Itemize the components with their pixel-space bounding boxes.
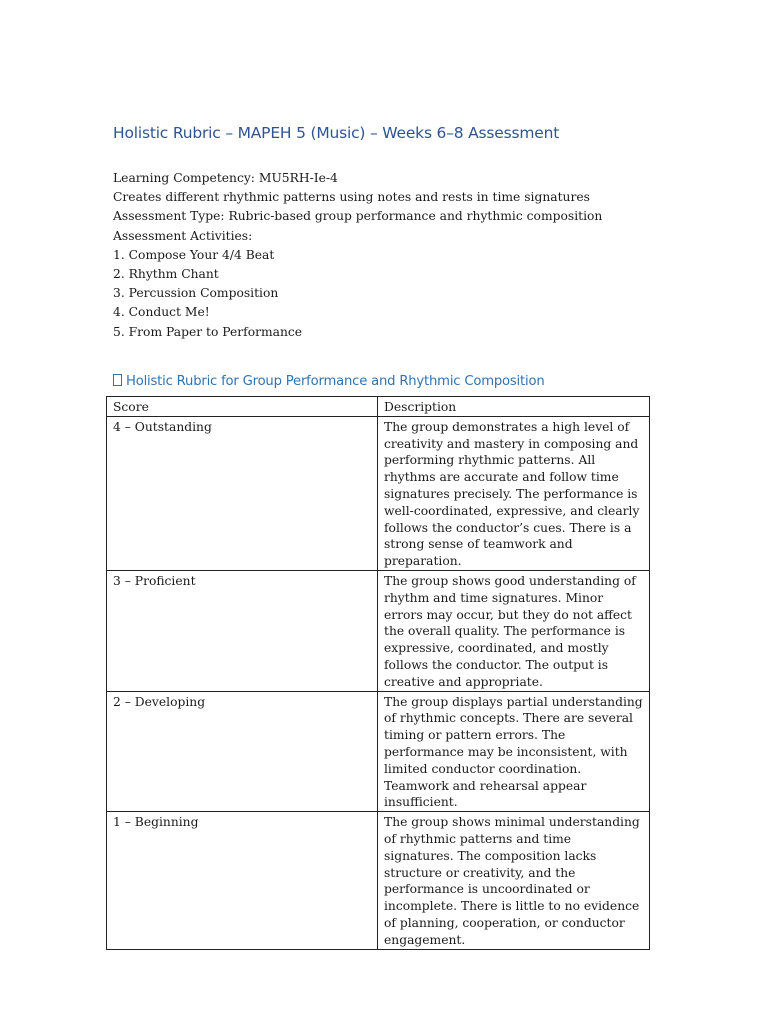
learning-competency: Learning Competency: MU5RH-Ie-4: [113, 171, 338, 185]
score-cell: 1 – Beginning: [107, 812, 378, 949]
description-cell: The group shows good understanding of rhythm and time signatures. Minor errors may occur, but they do not affect the overall quality. The performance is expressive, coordinated, and mostly follows the conductor. The output is creative and appropriate.: [378, 570, 650, 691]
assessment-info: [113, 169, 602, 342]
assessment-type: Assessment Type: Rubric-based group performance and rhythmic composition: [113, 209, 603, 224]
activity-item: 4. Conduct Me!: [113, 305, 210, 320]
competency-description: Creates different rhythmic patterns using notes and rests in time signatures: [113, 190, 590, 205]
header-score: Score: [107, 397, 378, 417]
table-row: [107, 812, 650, 949]
score-cell: 4 – Outstanding: [107, 416, 378, 570]
table-header-row: [107, 397, 650, 417]
description-cell: The group displays partial understanding of rhythmic concepts. There are several timing or pattern errors. The performance may be inconsistent, with limited conductor coordination. Teamwork and rehearsal appear insufficient.: [378, 691, 650, 812]
table-row: [107, 416, 650, 570]
activity-item: 2. Rhythm Chant: [113, 267, 219, 282]
activity-item: 1. Compose Your 4/4 Beat: [113, 247, 275, 262]
description-cell: The group shows minimal understanding of rhythmic patterns and time signatures. The composition lacks structure or creativity, and the performance is uncoordinated or incomplete. There is little to no evidence of planning, cooperation, or conductor engagement.: [378, 812, 650, 949]
activities-label: Assessment Activities:: [113, 228, 253, 243]
rubric-heading-text: Holistic Rubric for Group Performance and Rhythmic Composition: [126, 374, 545, 389]
rubric-table: [106, 396, 650, 950]
table-row: [107, 570, 650, 691]
document-title: Holistic Rubric – MAPEH 5 (Music) – Weeks 6–8 Assessment: [113, 124, 560, 142]
table-row: [107, 691, 650, 812]
score-cell: 3 – Proficient: [107, 570, 378, 691]
activity-item: 5. From Paper to Performance: [113, 324, 303, 339]
rubric-heading: [113, 374, 544, 389]
header-description: Description: [378, 397, 650, 417]
score-cell: 2 – Developing: [107, 691, 378, 812]
activity-item: 3. Percussion Composition: [113, 286, 279, 301]
description-cell: The group demonstrates a high level of creativity and mastery in composing and performing rhythmic patterns. All rhythms are accurate and follow time signatures precisely. The performance is well-coordinated, expressive, and clearly follows the conductor’s cues. There is a strong sense of teamwork and preparation.: [378, 416, 650, 570]
missing-glyph-icon: [113, 374, 122, 386]
